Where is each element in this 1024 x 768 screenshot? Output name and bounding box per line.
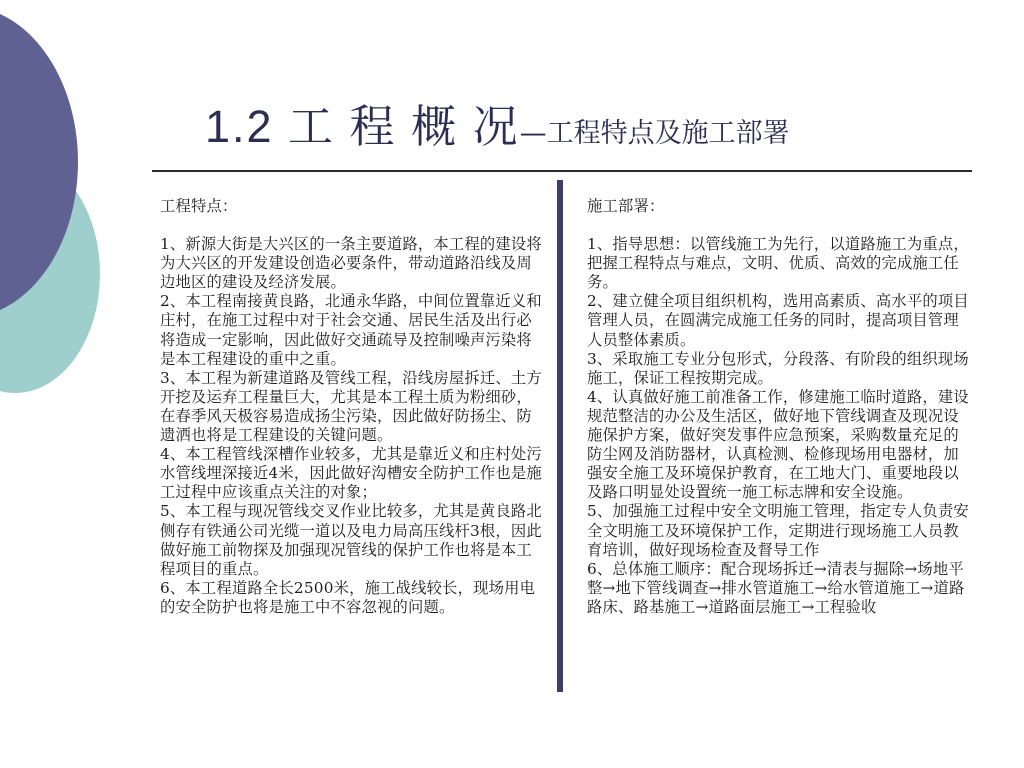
- deployment-item-3: 3、采取施工专业分包形式，分段落、有阶段的组织现场施工，保证工程按期完成。: [587, 349, 969, 387]
- features-item-2: 2、本工程南接黄良路，北通永华路，中间位置靠近义和庄村，在施工过程中对于社会交通、居民生活及出行必将造成一定影响，因此做好交通疏导及控制噪声污染将是本工程建设的重中之重。: [160, 292, 542, 368]
- deployment-item-6: 6、总体施工顺序：配合现场拆迁→清表与掘除→场地平整→地下管线调查→排水管道施工→给水管道施工→道路路床、路基施工→道路面层施工→工程验收: [587, 559, 965, 616]
- deployment-item-4: 4、认真做好施工前准备工作，修建施工临时道路，建设规范整洁的办公及生活区，做好地下管线调查及现况设施保护方案，做好突发事件应急预案，采购数量充足的防尘网及消防器材，认真检测、检修现场用电器材，加强安全施工及环境保护教育，在工地大门、重要地段以及路口明显处设置统一施工标志牌和安全设施。: [587, 387, 969, 502]
- title-underline: [152, 170, 972, 172]
- deployment-item-5: 5、加强施工过程中安全文明施工管理，指定专人负责安全文明施工及环境保护工作，定期进行现场施工人员教育培训，做好现场检查及督导工作: [587, 502, 969, 559]
- features-heading: 工程特点：: [160, 197, 238, 215]
- title-subtitle: —工程特点及施工部署: [519, 118, 790, 149]
- features-item-5: 5、本工程与现况管线交叉作业比较多，尤其是黄良路北侧存有铁通公司光缆一道以及电力局高压线杆3根，因此做好施工前物探及加强现况管线的保护工作也将是本工程项目的重点。: [160, 502, 542, 578]
- features-item-6: 6、本工程道路全长2500米，施工战线较长，现场用电的安全防护也将是施工中不容忽视的问题。: [160, 578, 536, 616]
- features-item-4: 4、本工程管线深槽作业较多，尤其是靠近义和庄村处污水管线埋深接近4米，因此做好沟槽安全防护工作也是施工过程中应该重点关注的对象；: [160, 445, 542, 502]
- project-features-column: [160, 197, 542, 617]
- deployment-item-2: 2、建立健全项目组织机构，选用高素质、高水平的项目管理人员，在圆满完成施工任务的同时，提高项目管理人员整体素质。: [587, 292, 969, 349]
- column-divider: [557, 180, 563, 692]
- deployment-heading: 施工部署：: [587, 197, 665, 215]
- construction-deployment-column: [587, 197, 973, 617]
- features-item-3: 3、本工程为新建道路及管线工程，沿线房屋拆迁、土方开挖及运弃工程量巨大，尤其是本工程土质为粉细砂，在春季风天极容易造成扬尘污染，因此做好防扬尘、防遗洒也将是工程建设的关键问题。: [160, 368, 542, 445]
- features-item-1: 1、新源大街是大兴区的一条主要道路，本工程的建设将为大兴区的开发建设创造必要条件，带动道路沿线及周边地区的建设及经济发展。: [160, 235, 542, 292]
- title-main: 1.2 工 程 概 况: [205, 101, 520, 152]
- slide-title: [205, 90, 985, 152]
- deployment-item-1: 1、指导思想：以管线施工为先行，以道路施工为重点，把握工程特点与难点，文明、优质、高效的完成施工任务。: [587, 235, 969, 292]
